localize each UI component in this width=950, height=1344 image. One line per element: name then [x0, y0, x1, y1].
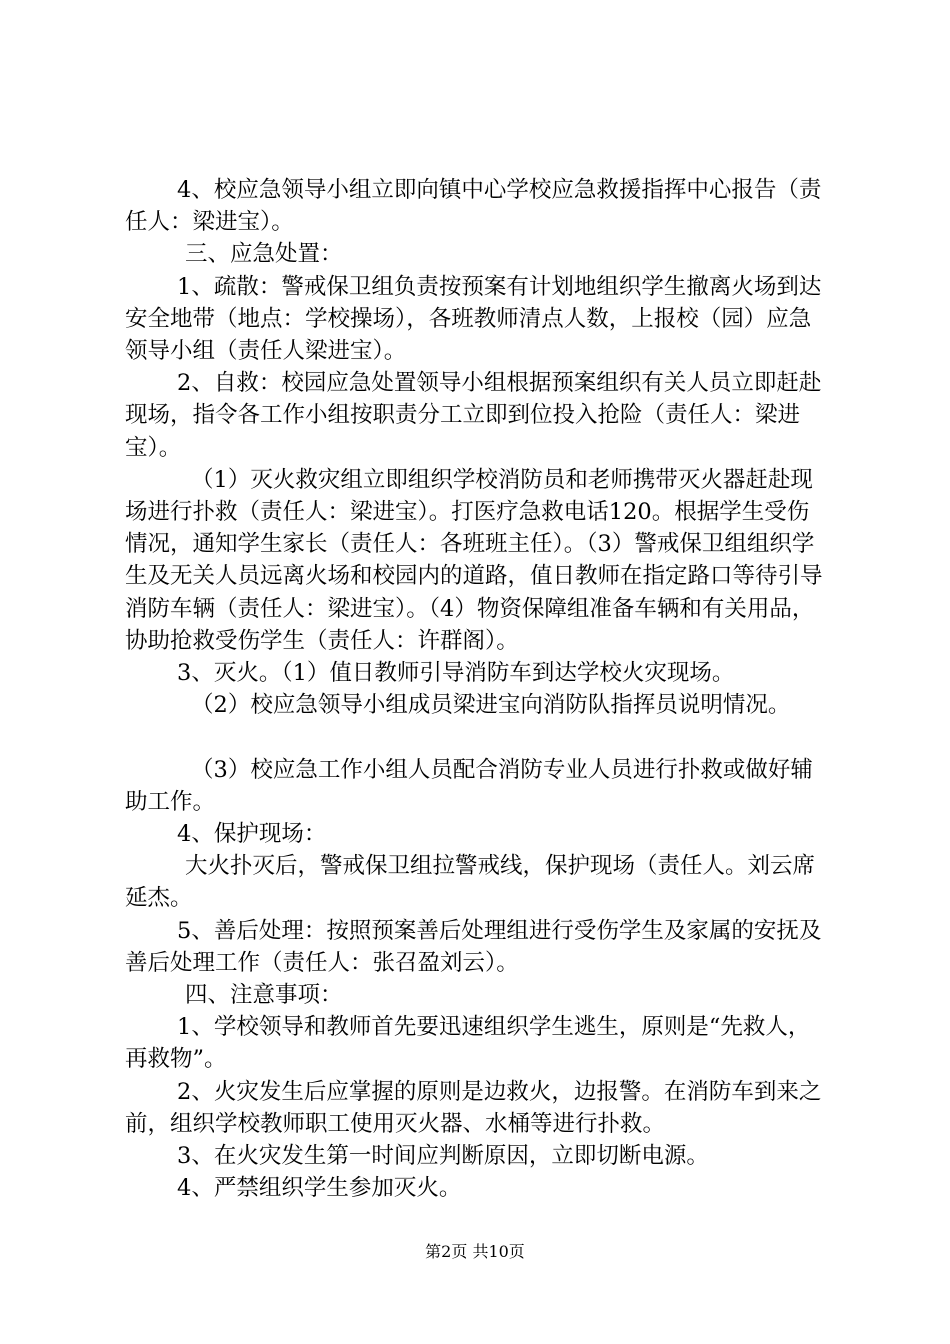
paragraph-report: 4、校应急领导小组立即向镇中心学校应急救援指挥中心报告（责任人：梁进宝）。	[125, 177, 822, 236]
blank-line	[125, 721, 830, 753]
heading-precautions: 四、注意事项：	[185, 982, 343, 1009]
paragraph-firefighting-3: （3）校应急工作小组人员配合消防专业人员进行扑救或做好辅助工作。	[125, 756, 813, 815]
paragraph-firefighting-2: （2）校应急领导小组成员梁进宝向消防队指挥员说明情况。	[191, 692, 791, 719]
paragraph-precaution-3: 3、在火灾发生第一时间应判断原因，立即切断电源。	[177, 1143, 709, 1170]
paragraph-aftermath: 5、善后处理：按照预案善后处理组进行受伤学生及家属的安抚及善后处理工作（责任人：张召盈刘云）。	[125, 917, 822, 976]
paragraph-self-rescue: 2、自救：校园应急处置领导小组根据预案组织有关人员立即赶赴现场，指令各工作小组按职责分工立即到位投入抢险（责任人：梁进宝）。	[125, 370, 822, 461]
paragraph-firefighting: 3、灭火。（1）值日教师引导消防车到达学校火灾现场。	[177, 660, 735, 687]
heading-protect-scene: 4、保护现场：	[177, 821, 327, 848]
document-body	[125, 174, 830, 1204]
paragraph-protect-scene: 大火扑灭后，警戒保卫组拉警戒线，保护现场（责任人。刘云席延杰。	[125, 853, 816, 912]
paragraph-precaution-2: 2、火灾发生后应掌握的原则是边救火，边报警。在消防车到来之前，组织学校教师职工使用灭火器、水桶等进行扑救。	[125, 1078, 822, 1137]
paragraph-rescue-groups: （1）灭火救灾组立即组织学校消防员和老师携带灭火器赶赴现场进行扑救（责任人：梁进宝）。打医疗急救电话120。根据学生受伤情况，通知学生家长（责任人：各班班主任）。（3）警戒保卫组组织学生及无关人员远离火场和校园内的道路，值日教师在指定路口等待引导消防车辆（责任人：梁进宝）。（4）物资保障组准备车辆和有关用品，协助抢救受伤学生（责任人：许群阁）。	[125, 466, 823, 654]
page-number-footer: 第2页 共10页	[425, 1242, 525, 1261]
paragraph-precaution-4: 4、严禁组织学生参加灭火。	[177, 1175, 462, 1202]
paragraph-evacuation: 1、疏散：警戒保卫组负责按预案有计划地组织学生撤离火场到达安全地带（地点：学校操场），各班教师清点人数，上报校（园）应急领导小组（责任人梁进宝）。	[125, 273, 822, 365]
paragraph-precaution-1: 1、学校领导和教师首先要迅速组织学生逃生，原则是“先救人，再救物”。	[125, 1014, 811, 1073]
heading-emergency-response: 三、应急处置：	[185, 241, 343, 268]
